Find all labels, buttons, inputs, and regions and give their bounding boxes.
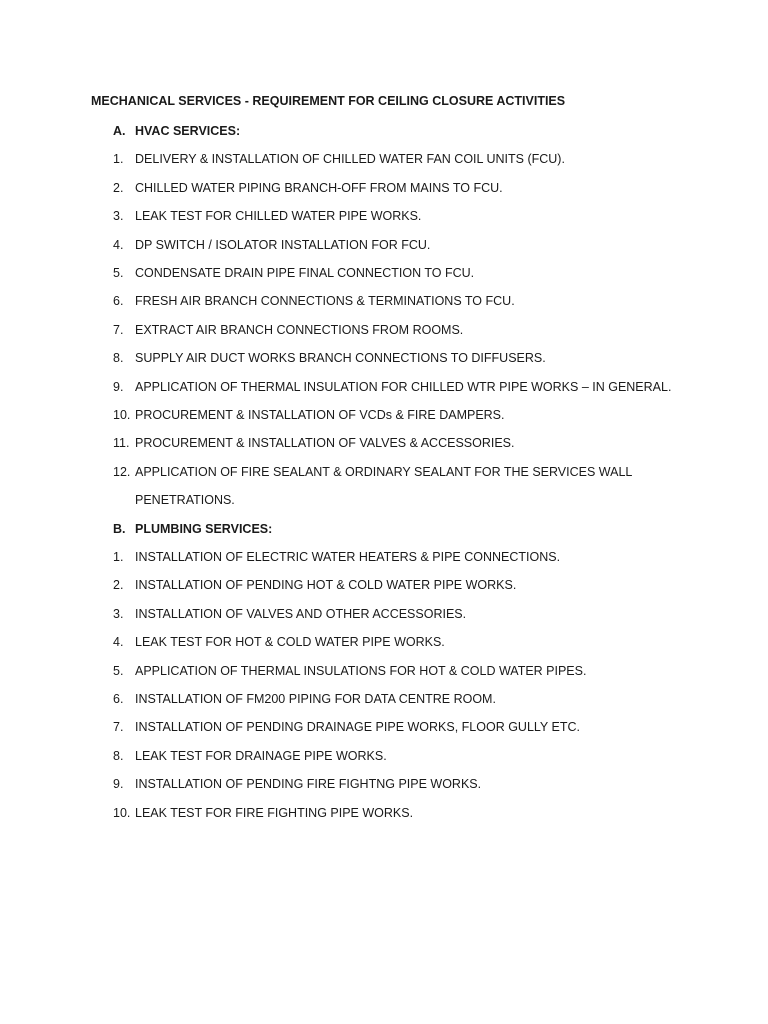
list-item-text: INSTALLATION OF PENDING HOT & COLD WATER PIPE WORKS. xyxy=(135,578,517,593)
list-item-text: APPLICATION OF FIRE SEALANT & ORDINARY SEALANT FOR THE SERVICES WALL xyxy=(135,464,633,479)
list-item xyxy=(113,719,580,735)
list-item-number: 10. xyxy=(113,805,131,820)
list-item-number: 8. xyxy=(113,351,124,366)
list-item-number: 4. xyxy=(113,635,124,650)
list-item xyxy=(113,237,430,253)
list-item-text: INSTALLATION OF FM200 PIPING FOR DATA CENTRE ROOM. xyxy=(135,692,496,706)
list-item xyxy=(113,379,671,395)
section-heading xyxy=(113,123,240,139)
list-item-number: 4. xyxy=(113,237,124,252)
section-heading-number: B. xyxy=(113,521,126,536)
list-item-number: 5. xyxy=(113,663,124,678)
section-heading-text: HVAC SERVICES: xyxy=(135,124,241,138)
list-item xyxy=(113,208,421,224)
list-item-number: 1. xyxy=(113,550,124,564)
section-heading xyxy=(113,521,272,537)
list-item xyxy=(113,180,503,196)
list-item-text: APPLICATION OF THERMAL INSULATIONS FOR HOT & COLD WATER PIPES. xyxy=(135,663,587,678)
list-item xyxy=(113,293,515,309)
list-item-number: 10. xyxy=(113,408,131,422)
list-item-number: 3. xyxy=(113,606,124,621)
list-item xyxy=(113,549,560,565)
list-item-number: 5. xyxy=(113,266,124,280)
list-item xyxy=(113,265,474,281)
list-item xyxy=(113,435,515,451)
list-item-text: INSTALLATION OF ELECTRIC WATER HEATERS & PIPE CONNECTIONS. xyxy=(135,550,561,564)
list-item xyxy=(113,663,586,679)
list-item-number: 6. xyxy=(113,692,124,706)
list-item xyxy=(113,350,546,366)
list-item-text: CHILLED WATER PIPING BRANCH-OFF FROM MAINS TO FCU. xyxy=(135,180,503,195)
list-item xyxy=(113,606,466,622)
list-item xyxy=(113,691,496,707)
list-item-number: 9. xyxy=(113,777,124,792)
list-item-text: LEAK TEST FOR FIRE FIGHTING PIPE WORKS. xyxy=(135,805,414,820)
list-item xyxy=(113,634,445,650)
list-item-text: LEAK TEST FOR CHILLED WATER PIPE WORKS. xyxy=(135,209,422,224)
list-item-text: APPLICATION OF THERMAL INSULATION FOR CHILLED WTR PIPE WORKS – IN GENERAL. xyxy=(135,379,672,394)
list-item-number: 2. xyxy=(113,180,124,195)
list-item-text: EXTRACT AIR BRANCH CONNECTIONS FROM ROOMS. xyxy=(135,322,464,337)
list-item-text: DELIVERY & INSTALLATION OF CHILLED WATER FAN COIL UNITS (FCU). xyxy=(135,152,565,167)
list-item xyxy=(113,151,565,167)
list-item xyxy=(113,805,413,821)
list-item-number: 7. xyxy=(113,720,124,735)
list-item-text: PROCUREMENT & INSTALLATION OF VALVES & ACCESSORIES. xyxy=(135,436,515,451)
list-item-text: SUPPLY AIR DUCT WORKS BRANCH CONNECTIONS TO DIFFUSERS. xyxy=(135,351,546,366)
section-heading-text: PLUMBING SERVICES: xyxy=(135,521,273,536)
list-item-number: 3. xyxy=(113,209,124,224)
list-item-number: 2. xyxy=(113,578,124,593)
list-item-text: DP SWITCH / ISOLATOR INSTALLATION FOR FCU. xyxy=(135,237,431,252)
list-item-text: INSTALLATION OF PENDING FIRE FIGHTNG PIPE WORKS. xyxy=(135,777,482,792)
list-item xyxy=(113,776,481,792)
list-item xyxy=(113,748,387,764)
list-item-text: LEAK TEST FOR HOT & COLD WATER PIPE WORKS. xyxy=(135,635,445,650)
list-item-number: 6. xyxy=(113,294,124,309)
list-item xyxy=(113,577,516,593)
section-heading-number: A. xyxy=(113,124,126,138)
list-item-number: 7. xyxy=(113,322,124,337)
list-item-text: PROCUREMENT & INSTALLATION OF VCDs & FIRE DAMPERS. xyxy=(135,408,505,422)
list-item xyxy=(113,464,632,480)
list-item-text: INSTALLATION OF PENDING DRAINAGE PIPE WORKS, FLOOR GULLY ETC. xyxy=(135,720,580,735)
document-title: MECHANICAL SERVICES - REQUIREMENT FOR CEILING CLOSURE ACTIVITIES xyxy=(91,94,566,108)
list-item xyxy=(113,322,463,338)
list-item-number: 12. xyxy=(113,464,131,479)
list-item-text: FRESH AIR BRANCH CONNECTIONS & TERMINATIONS TO FCU. xyxy=(135,294,515,309)
list-item-number: 9. xyxy=(113,379,124,394)
list-item-number: 11. xyxy=(113,436,130,451)
list-item-text: CONDENSATE DRAIN PIPE FINAL CONNECTION TO FCU. xyxy=(135,266,475,280)
list-item-text: LEAK TEST FOR DRAINAGE PIPE WORKS. xyxy=(135,748,387,763)
list-item xyxy=(113,407,505,423)
list-item-number: 8. xyxy=(113,748,124,763)
list-item-continuation: PENETRATIONS. xyxy=(135,493,235,508)
list-item-number: 1. xyxy=(113,152,124,167)
list-item-text: INSTALLATION OF VALVES AND OTHER ACCESSORIES. xyxy=(135,606,467,621)
